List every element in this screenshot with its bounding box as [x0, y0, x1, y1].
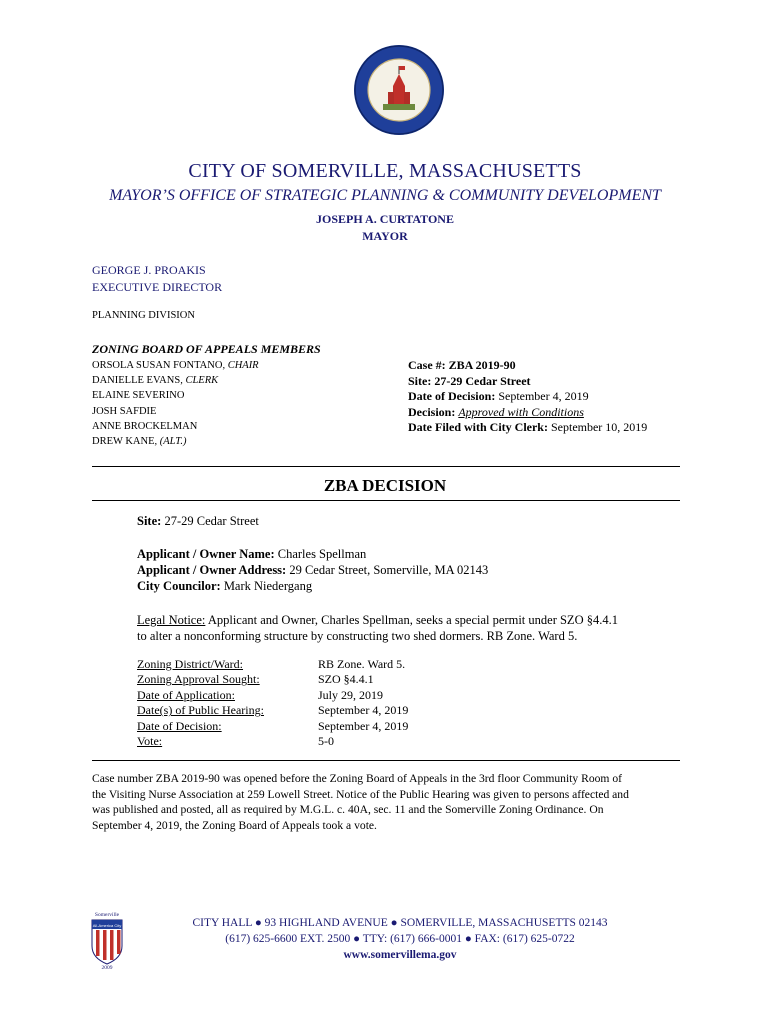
summary-label: Date of Application: — [137, 687, 235, 702]
summary-label: Vote: — [137, 734, 163, 749]
executive-director-name: GEORGE J. PROAKIS — [92, 263, 206, 277]
legal-notice-label: Legal Notice: — [137, 613, 206, 627]
date-of-decision-value: September 4, 2019 — [498, 389, 589, 403]
footer-contact — [170, 915, 630, 963]
city-councilor: City Councilor: Mark Niedergang — [137, 579, 313, 593]
footer-phone: (617) 625-6600 EXT. 2500 ● TTY: (617) 666-0001 ● FAX: (617) 625-0722 — [225, 933, 575, 945]
summary-value: July 29, 2019 — [318, 687, 384, 702]
summary-value: RB Zone. Ward 5. — [318, 657, 406, 671]
summary-value: SZO §4.4.1 — [318, 672, 374, 687]
executive-director-title: EXECUTIVE DIRECTOR — [92, 280, 223, 294]
footer-address: CITY HALL ● 93 HIGHLAND AVENUE ● SOMERVILLE, MASSACHUSETTS 02143 — [192, 917, 608, 929]
summary-value: 5-0 — [318, 734, 334, 749]
board-member: ANNE BROCKELMAN — [92, 420, 198, 432]
svg-text:All-America City: All-America City — [92, 923, 122, 928]
case-site: Site: 27-29 Cedar Street — [408, 373, 531, 388]
summary-value: September 4, 2019 — [318, 703, 409, 718]
owner-name: Applicant / Owner Name: Charles Spellman — [137, 547, 367, 561]
board-member: JOSH SAFDIE — [92, 405, 157, 417]
owner-address: Applicant / Owner Address: 29 Cedar Street, Somerville, MA 02143 — [137, 563, 489, 577]
summary-label: Zoning Approval Sought: — [137, 672, 260, 687]
case-number: Case #: ZBA 2019-90 — [408, 358, 516, 372]
filed-label: Date Filed with City Clerk: — [408, 420, 548, 434]
applicant-block — [137, 546, 488, 594]
case-info — [408, 358, 647, 436]
summary-label: Zoning District/Ward: — [137, 657, 244, 671]
all-america-city-logo — [88, 910, 126, 970]
divider — [92, 500, 680, 501]
summary-label: Date of Decision: — [137, 718, 222, 733]
filed-value: September 10, 2019 — [550, 420, 648, 434]
city-title: CITY OF SOMERVILLE, MASSACHUSETTS — [188, 160, 582, 182]
planning-division: PLANNING DIVISION — [92, 310, 195, 321]
decision-title: ZBA DECISION — [323, 476, 447, 495]
board-member: DREW KANE, (ALT.) — [92, 436, 187, 448]
date-of-decision-label: Date of Decision: — [408, 389, 496, 403]
divider — [92, 466, 680, 467]
board-member: ORSOLA SUSAN FONTANO, CHAIR — [92, 360, 259, 371]
board-members-list — [92, 358, 259, 449]
footer-website-link[interactable]: www.somervillema.gov — [343, 949, 457, 961]
board-member: DANIELLE EVANS, CLERK — [92, 375, 219, 387]
city-seal-icon — [353, 44, 445, 136]
summary-labels — [137, 657, 264, 749]
board-heading: ZONING BOARD OF APPEALS MEMBERS — [92, 342, 321, 356]
divider — [92, 760, 680, 761]
summary-label: Date(s) of Public Hearing: — [137, 703, 264, 718]
decision-label: Decision: — [408, 404, 456, 419]
board-member: ELAINE SEVERINO — [92, 390, 185, 402]
summary-value: September 4, 2019 — [318, 718, 409, 733]
svg-text:Somerville: Somerville — [94, 912, 120, 918]
case-paragraph: Case number ZBA 2019-90 was opened before the Zoning Board of Appeals in the 3rd floor Community Room of the Visiting Nurse Association at 259 Lowell Street. Notice of the Public Hearing was given to persons affected and was published and posted, all as required by M.G.L. c. 40A, sec. 11 and the Somerville Zoning Ordinance. On September 4, 2019, the Zoning Board of Appeals took a vote. — [92, 772, 629, 832]
decision-value: Approved with Conditions — [458, 404, 584, 419]
mayor-title: MAYOR — [362, 229, 408, 243]
mayor-name: JOSEPH A. CURTATONE — [316, 212, 454, 226]
summary-values — [318, 657, 408, 749]
svg-text:2009: 2009 — [101, 965, 113, 970]
site-line: Site: 27-29 Cedar Street — [137, 514, 259, 528]
legal-notice: Legal Notice: Applicant and Owner, Charles Spellman, seeks a special permit under SZO §4.4.1 to alter a nonconforming structure by constructing two shed dormers. RB Zone. Ward 5. — [137, 613, 618, 643]
office-title: MAYOR’S OFFICE OF STRATEGIC PLANNING & COMMUNITY DEVELOPMENT — [109, 187, 661, 204]
